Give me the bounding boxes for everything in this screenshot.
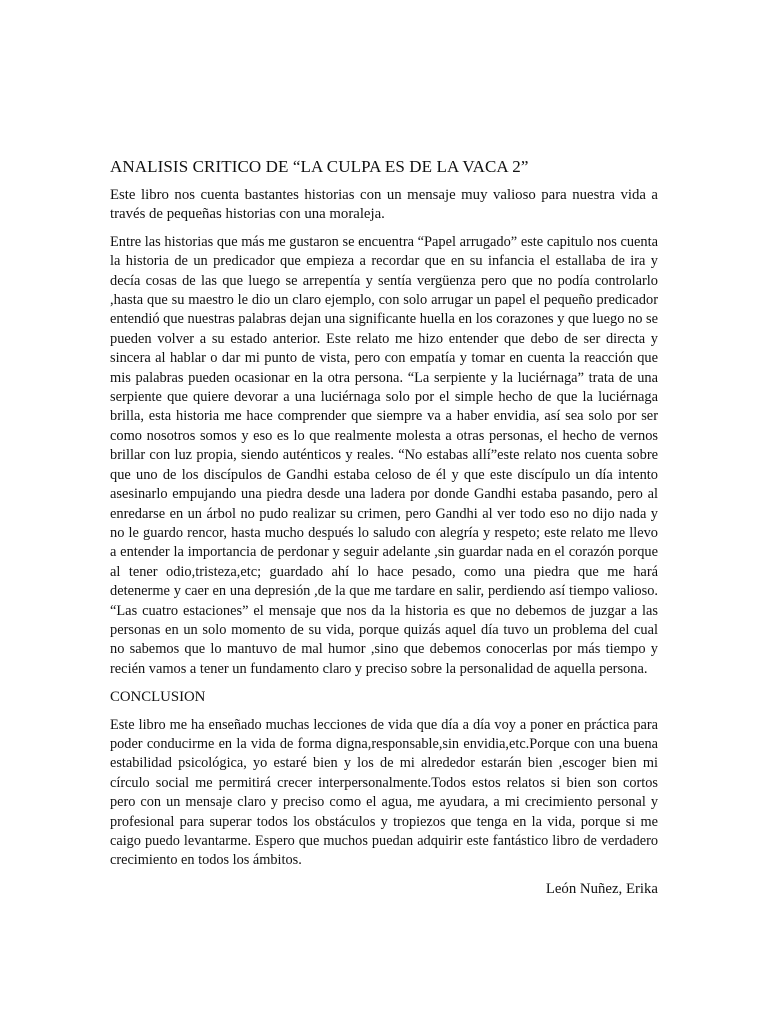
conclusion-paragraph: Este libro me ha enseñado muchas lecciones de vida que día a día voy a poner en práctica para poder conducirme en la vida de forma digna,responsable,sin envidia,etc.Porque con una buena estabilidad psicológica, yo estaré bien y los de mi alrededor estarán bien ,escoger bien mi círculo social me permitirá crecer interpersonalmente.Todos estos relatos si bien son cortos pero con un mensaje claro y preciso como el agua, me ayudara, a mi crecimiento personal y profesional para superar todos los obstáculos y tropiezos que tenga en la vida, porque si me caigo puedo levantarme. Espero que muchos puedan adquirir este fantástico libro de verdadero crecimiento en todos los ámbitos. (110, 716, 658, 869)
intro-paragraph: Este libro nos cuenta bastantes historias con un mensaje muy valioso para nuestra vida a través de pequeñas historias con una moraleja. (110, 187, 658, 223)
author-signature: León Nuñez, Erika (545, 880, 658, 897)
document-body (110, 157, 658, 899)
conclusion-heading: CONCLUSION (110, 689, 206, 706)
document-title: ANALISIS CRITICO DE “LA CULPA ES DE LA VACA 2” (110, 157, 529, 176)
stories-paragraph: Entre las historias que más me gustaron se encuentra “Papel arrugado” este capitulo nos cuenta la historia de un predicador que empieza a recordar que en su infancia el estallaba de ira y decía cosas de las que luego se arrepentía y sentía vergüenza pero que no podía controlarlo ,hasta que su maestro le dio un claro ejemplo, con solo arrugar un papel el pequeño predicador entendió que nuestras palabras dejan una significante huella en los corazones y que luego no se pueden volver a su estado anterior. Este relato me hizo entender que debo de ser directa y sincera al hablar o dar mi punto de vista, pero con empatía y tomar en cuenta la reacción que mis palabras pueden ocasionar en la otra persona. “La serpiente y la luciérnaga” trata de una serpiente que quiere devorar a una luciérnaga solo por el simple hecho de que la luciérnaga brilla, esta historia me hace comprender que siempre va a haber envidia, así sea solo por ser como nosotros somos y eso es lo que realmente molesta a otras personas, el hecho de vernos brillar con luz propia, siendo auténticos y reales. “No estabas allí”este relato nos cuenta sobre que uno de los discípulos de Gandhi estaba celoso de él y que este discípulo un día intento asesinarlo empujando una piedra desde una ladera por donde Gandhi estaba pasando, pero al enredarse en un árbol no pudo realizar su crimen, pero Gandhi al ver todo eso no dijo nada y no le guardo rencor, hasta mucho después lo saludo con alegría y respeto; este relato me llevo a entender la importancia de perdonar y seguir adelante ,sin guardar nada en el corazón porque al tener odio,tristeza,etc; guardado ahí lo hace pesado, como una piedra que me hará detenerme y caer en una depresión ,de la que me tardare en salir, perdiendo así tiempo valioso. “Las cuatro estaciones” el mensaje que nos da la historia es que no debemos de juzgar a las personas en un solo momento de su vida, porque quizás aquel día tuvo un problema del cual no sabemos que lo mantuvo de mal humor ,sino que debemos conocerlas por más tiempo y recién vamos a tener un fundamento claro y preciso sobre la personalidad de aquella persona. (110, 233, 658, 677)
